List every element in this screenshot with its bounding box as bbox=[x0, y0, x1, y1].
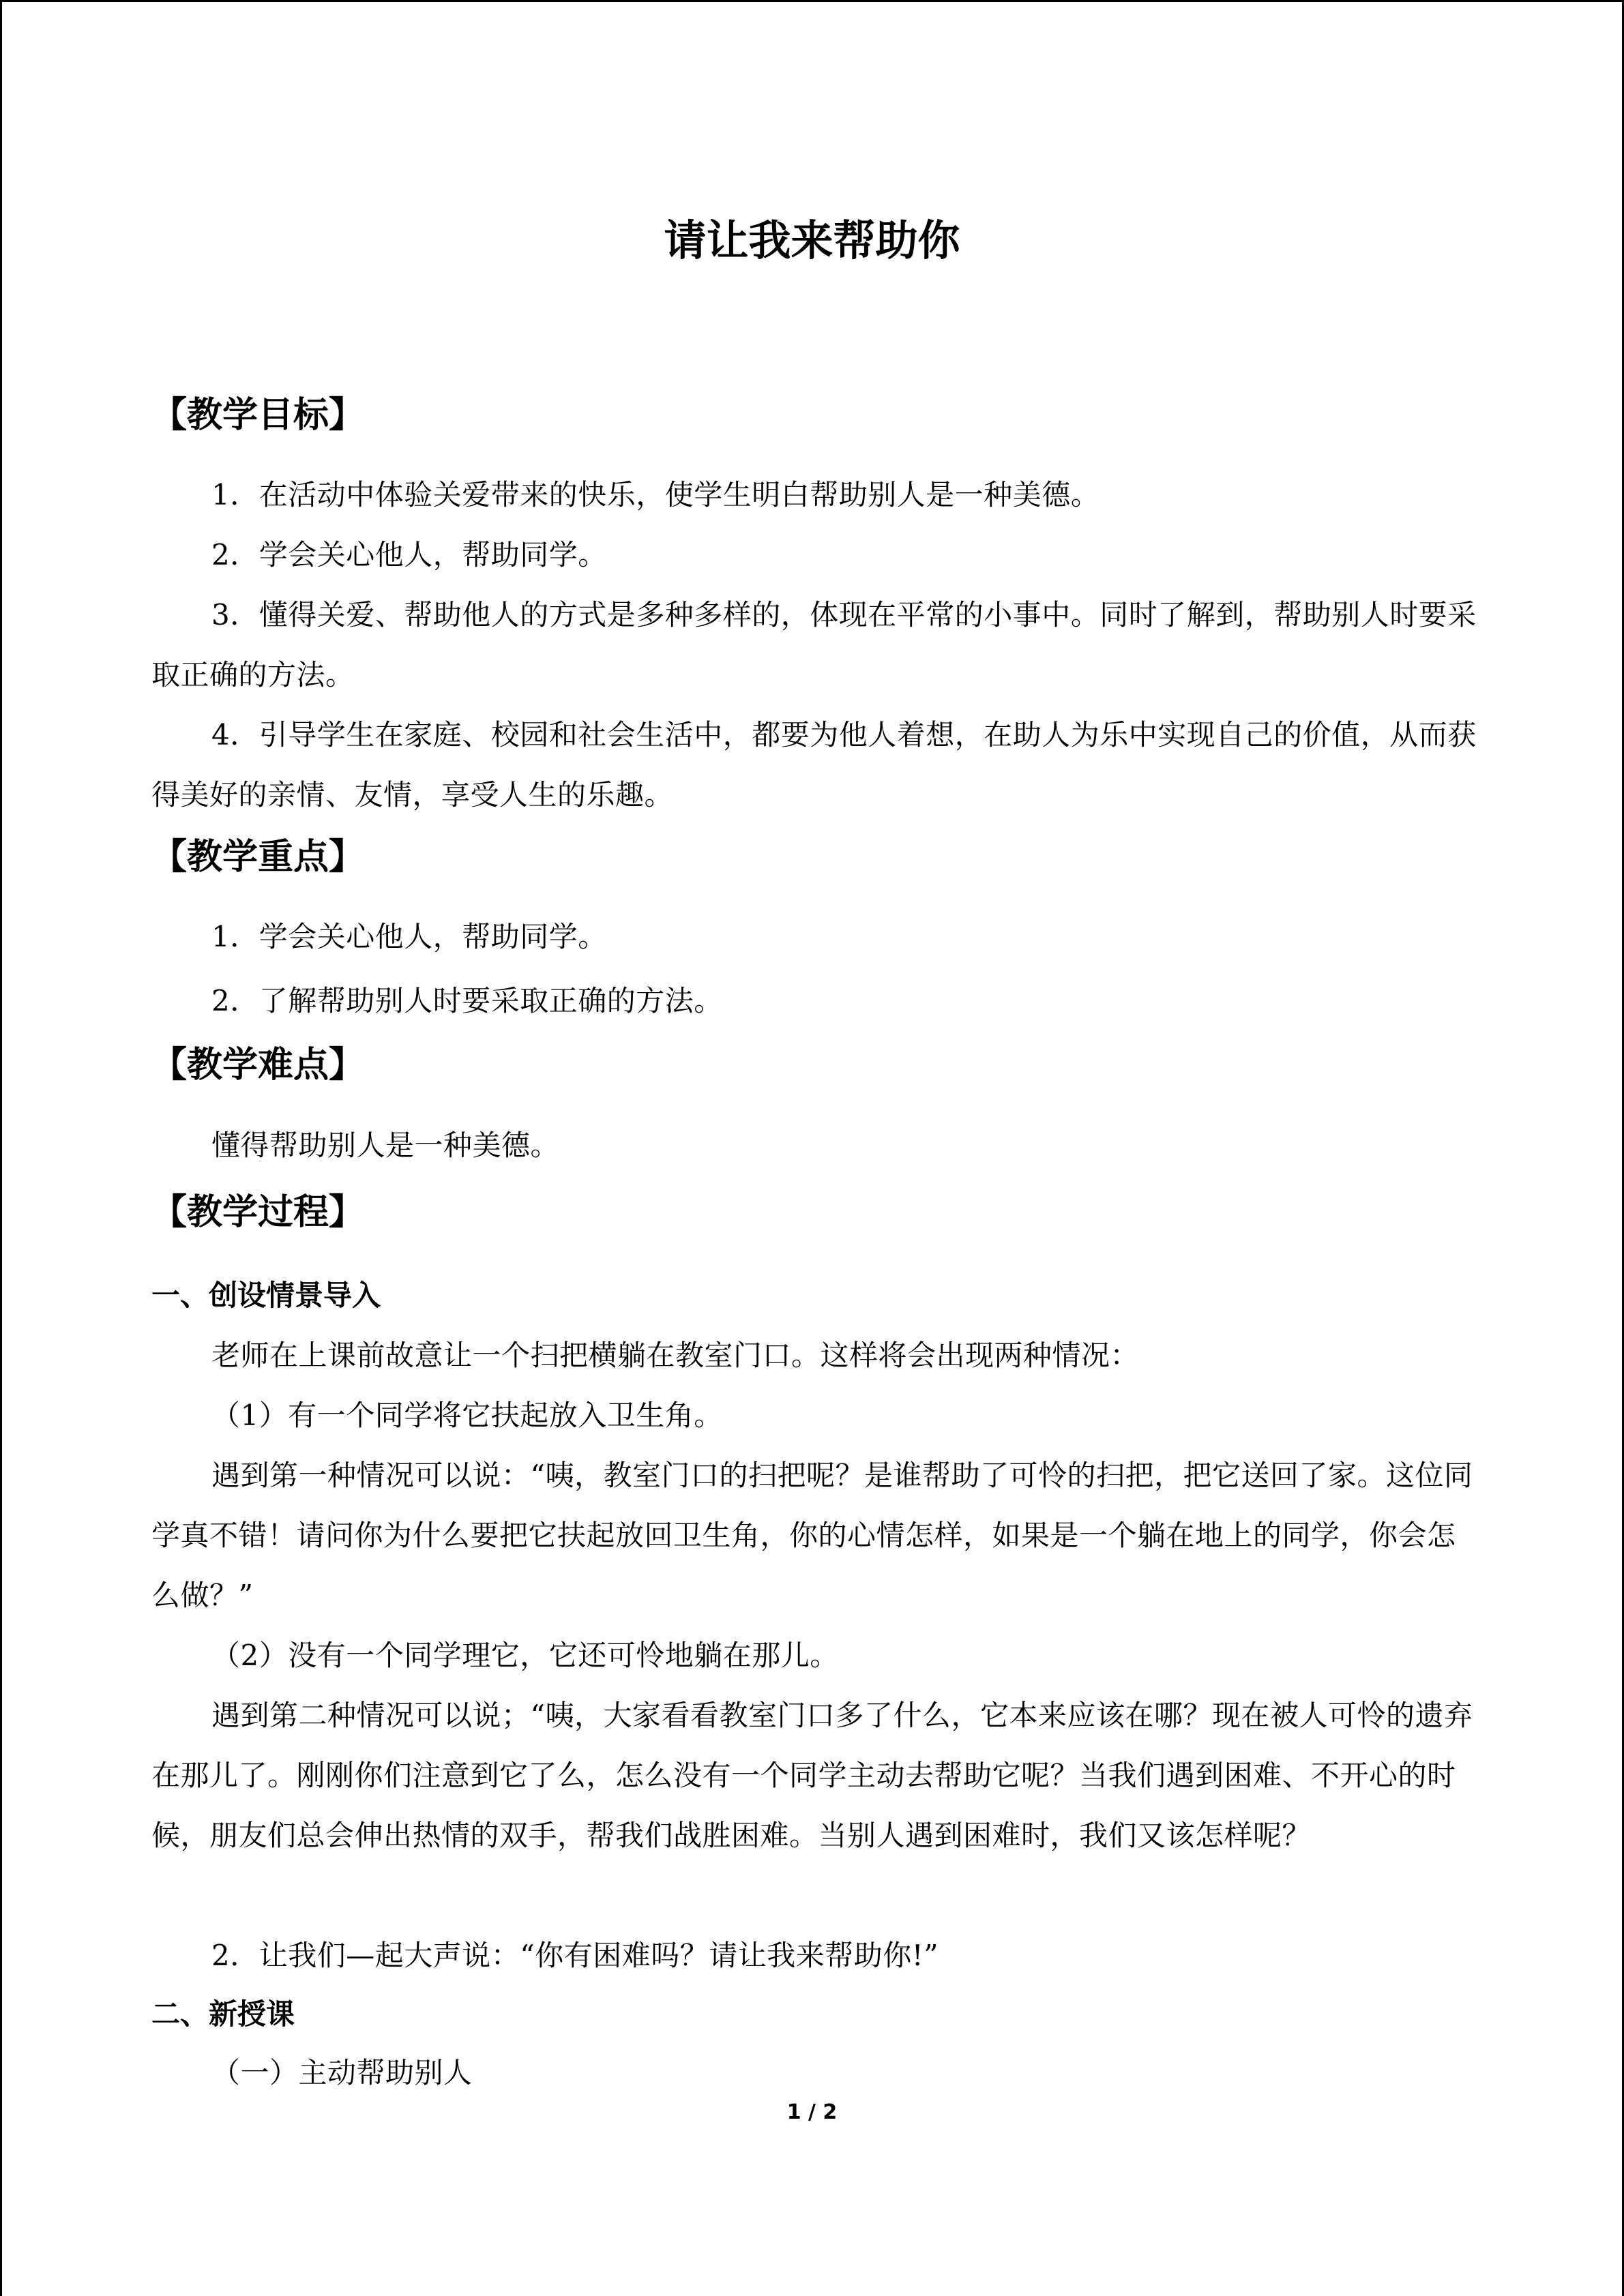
page-number: 1 / 2 bbox=[786, 2100, 838, 2124]
goals-item-3: 3．懂得关爱、帮助他人的方式是多种多样的，体现在平常的小事中。同时了解到，帮助别人时要采取正确的方法。 bbox=[151, 598, 1477, 691]
page-border-left bbox=[0, 0, 2, 2296]
difficulties-item-1: 懂得帮助别人是一种美德。 bbox=[211, 1129, 560, 1162]
part1-paragraph-3: 遇到第一种情况可以说：“咦，教室门口的扫把呢？是谁帮助了可怜的扫把，把它送回了家。这位同学真不错！请问你为什么要把它扶起放回卫生角，你的心情怎样，如果是一个躺在地上的同学，你会怎么做？” bbox=[151, 1459, 1473, 1612]
goals-item-2: 2．学会关心他人，帮助同学。 bbox=[211, 538, 607, 571]
page-title: 请让我来帮助你 bbox=[664, 215, 960, 265]
part2-paragraph-1: （一）主动帮助别人 bbox=[211, 2056, 473, 2089]
process-heading: 【教学过程】 bbox=[151, 1192, 365, 1233]
part1-paragraph-1: 老师在上课前故意让一个扫把横躺在教室门口。这样将会出现两种情况： bbox=[211, 1339, 1140, 1372]
part1-paragraph-6: 2．让我们—起大声说：“你有困难吗？请让我来帮助你!” bbox=[211, 1939, 939, 1972]
page-border-top bbox=[0, 0, 1624, 2]
goals-item-4: 4．引导学生在家庭、校园和社会生活中，都要为他人着想，在助人为乐中实现自己的价值，从而获得美好的亲情、友情，享受人生的乐趣。 bbox=[151, 718, 1477, 811]
key-points-heading: 【教学重点】 bbox=[151, 837, 365, 878]
goals-item-1: 1．在活动中体验关爱带来的快乐，使学生明白帮助别人是一种美德。 bbox=[211, 478, 1100, 511]
part1-paragraph-4: （2）没有一个同学理它，它还可怜地躺在那儿。 bbox=[211, 1639, 839, 1672]
part1-paragraph-2: （1）有一个同学将它扶起放入卫生角。 bbox=[211, 1399, 723, 1432]
part1-paragraph-5: 遇到第二种情况可以说；“咦，大家看看教室门口多了什么，它本来应该在哪？现在被人可怜的遗弃在那儿了。刚刚你们注意到它了么，怎么没有一个同学主动去帮助它呢？当我们遇到困难、不开心的时候，朋友们总会伸出热情的双手，帮我们战胜困难。当别人遇到困难时，我们又该怎样呢？ bbox=[151, 1699, 1473, 1852]
part2-heading: 二、新授课 bbox=[151, 1997, 295, 2031]
key-points-item-2: 2．了解帮助别人时要采取正确的方法。 bbox=[211, 984, 723, 1017]
part1-heading: 一、创设情景导入 bbox=[151, 1279, 381, 1312]
difficulties-heading: 【教学难点】 bbox=[151, 1045, 365, 1086]
key-points-item-1: 1．学会关心他人，帮助同学。 bbox=[211, 920, 607, 953]
goals-heading: 【教学目标】 bbox=[151, 395, 365, 436]
